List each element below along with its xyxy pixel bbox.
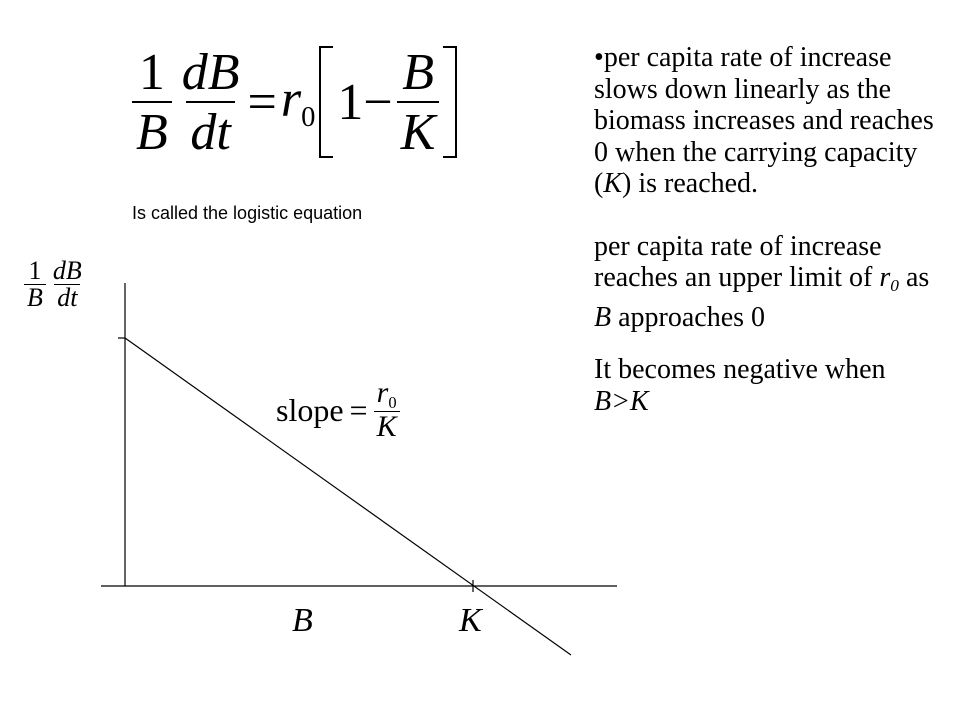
slope-r: r	[376, 376, 389, 409]
numerator-one: 1	[138, 44, 165, 101]
one-minus: 1−	[337, 73, 393, 131]
note2-r: r	[879, 262, 891, 293]
x-axis-label-K: K	[459, 602, 482, 639]
note-carrying-capacity	[594, 42, 944, 200]
slope-word: slope	[276, 391, 344, 428]
equals-sign: =	[247, 73, 277, 131]
y-label-B: B	[24, 284, 46, 311]
x-axis-label-B: B	[292, 602, 313, 639]
bullet: •	[594, 42, 604, 73]
r-symbol: r	[280, 71, 302, 128]
note3-text-a: It becomes negative when	[594, 354, 886, 386]
y-label-dB: dB	[52, 256, 82, 285]
y-label-one: 1	[28, 256, 42, 285]
note2-text-b: as	[898, 262, 930, 293]
r-subscript-zero: 0	[301, 102, 316, 133]
denominator-B: B	[132, 101, 172, 161]
note1-text-b: ) is reached.	[622, 168, 759, 199]
denominator-K: K	[397, 101, 440, 161]
note3-condition: B>K	[594, 385, 649, 417]
slope-equals: =	[349, 391, 368, 428]
slope-annotation	[276, 378, 400, 442]
note2-B: B	[594, 301, 612, 333]
slope-fraction	[374, 378, 400, 442]
numerator-dB: dB	[181, 44, 240, 101]
slope-numerator	[374, 378, 400, 411]
note1-K: K	[603, 168, 623, 199]
note2-text-c: approaches 0	[611, 301, 766, 333]
note2-text-a: per capita rate of increase reaches an upper limit of	[594, 230, 882, 293]
explanation-text	[594, 42, 944, 417]
note-upper-limit	[594, 231, 944, 334]
note1-text-a: per capita rate of increase slows down linearly as the biomass increases and reaches 0 when the carrying capacity (	[594, 42, 934, 199]
note-negative	[594, 354, 894, 417]
y-label-dt: dt	[54, 284, 80, 311]
note2-r-subscript: 0	[890, 276, 899, 296]
denominator-dt: dt	[186, 101, 234, 161]
numerator-B: B	[402, 44, 434, 101]
slope-r-subscript: 0	[388, 392, 397, 412]
equation-caption: Is called the logistic equation	[132, 203, 363, 223]
slope-denominator-K: K	[374, 411, 400, 442]
